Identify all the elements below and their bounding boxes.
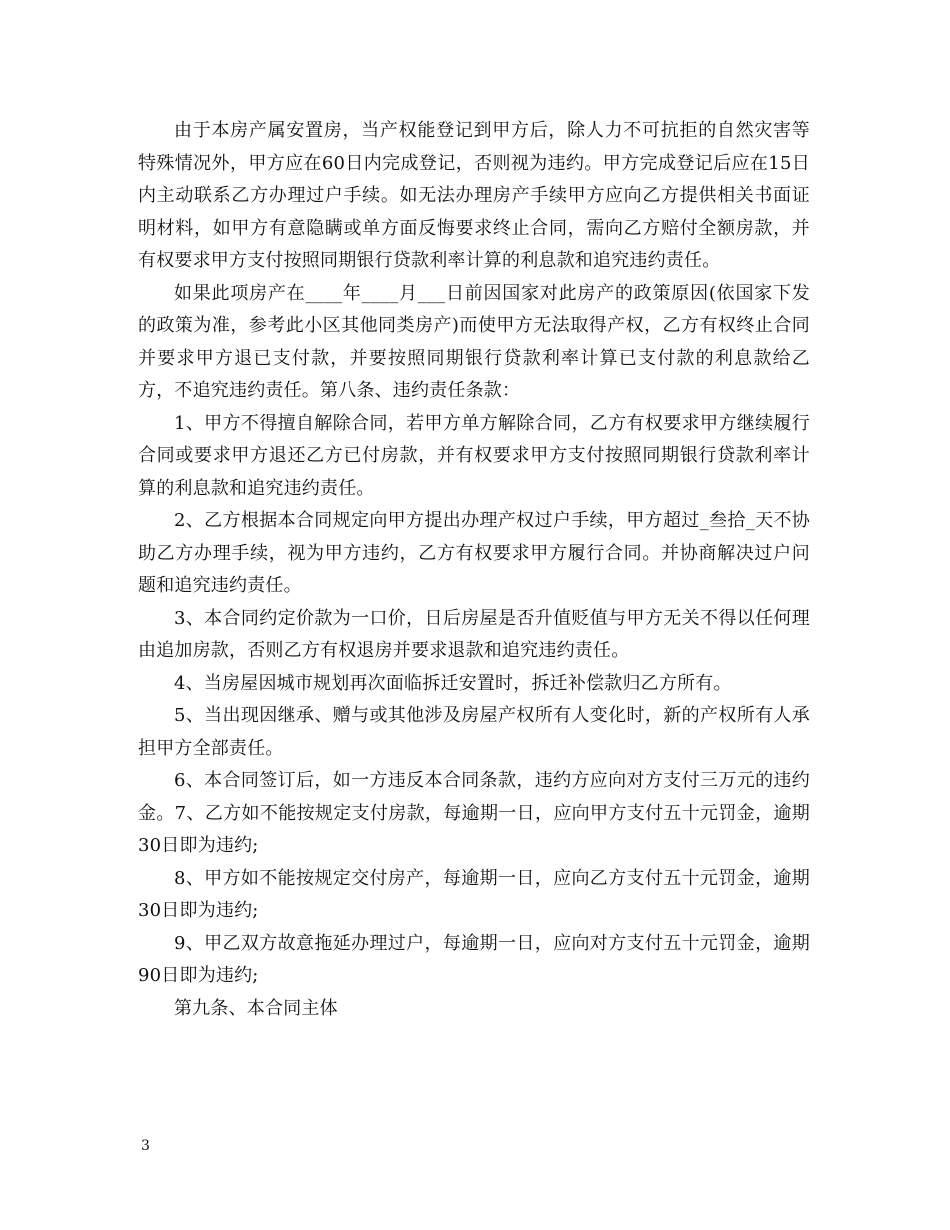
paragraph-item-8: 8、甲方如不能按规定交付房产，每逾期一日，应向乙方支付五十元罚金，逾期30日即为违约; [138,867,810,921]
paragraph-registration: 由于本房产属安置房，当产权能登记到甲方后，除人力不可抗拒的自然灾害等特殊情况外，甲方应在60日内完成登记，否则视为违约。甲方完成登记后应在15日内主动联系乙方办理过户手续。如无法办理房产手续甲方应向乙方提供相关书面证明材料，如甲方有意隐瞒或单方面反悔要求终止合同，需向乙方赔付全额房款，并有权要求甲方支付按照同期银行贷款利率计算的利息款和追究违约责任。 [138,120,810,271]
paragraph-item-1: 1、甲方不得擅自解除合同，若甲方单方解除合同，乙方有权要求甲方继续履行合同或要求甲方退还乙方已付房款，并有权要求甲方支付按照同期银行贷款利率计算的利息款和追究违约责任。 [138,412,810,499]
paragraph-item-2: 2、乙方根据本合同规定向甲方提出办理产权过户手续，甲方超过_叁拾_天不协助乙方办理手续，视为甲方违约，乙方有权要求甲方履行合同。并协商解决过户问题和追究违约责任。 [138,510,810,596]
paragraph-item-3: 3、本合同约定价款为一口价，日后房屋是否升值贬值与甲方无关不得以任何理由追加房款，否则乙方有权退房并要求退款和追究违约责任。 [138,607,810,661]
section-heading-article-9: 第九条、本合同主体 [174,997,338,1019]
paragraph-item-4: 4、当房屋因城市规划再次面临拆迁安置时，拆迁补偿款归乙方所有。 [174,672,732,694]
page-number: 3 [141,1138,150,1154]
paragraph-policy-clause: 如果此项房产在____年____月___日前因国家对此房产的政策原因(依国家下发的政策为准，参考此小区其他同类房产)而使甲方无法取得产权，乙方有权终止合同并要求甲方退已支付款，并要按照同期银行贷款利率计算已支付款的利息款给乙方，不追究违约责任。第八条、违约责任条款： [138,282,810,401]
paragraph-item-5: 5、当出现因继承、赠与或其他涉及房屋产权所有人变化时，新的产权所有人承担甲方全部责任。 [138,705,810,759]
paragraph-item-6-7: 6、本合同签订后，如一方违反本合同条款，违约方应向对方支付三万元的违约金。7、乙方如不能按规定支付房款，每逾期一日，应向甲方支付五十元罚金，逾期30日即为违约; [138,770,810,856]
document-body [138,115,810,1025]
paragraph-item-9: 9、甲乙双方故意拖延办理过户，每逾期一日，应向对方支付五十元罚金，逾期90日即为违约; [138,932,810,986]
